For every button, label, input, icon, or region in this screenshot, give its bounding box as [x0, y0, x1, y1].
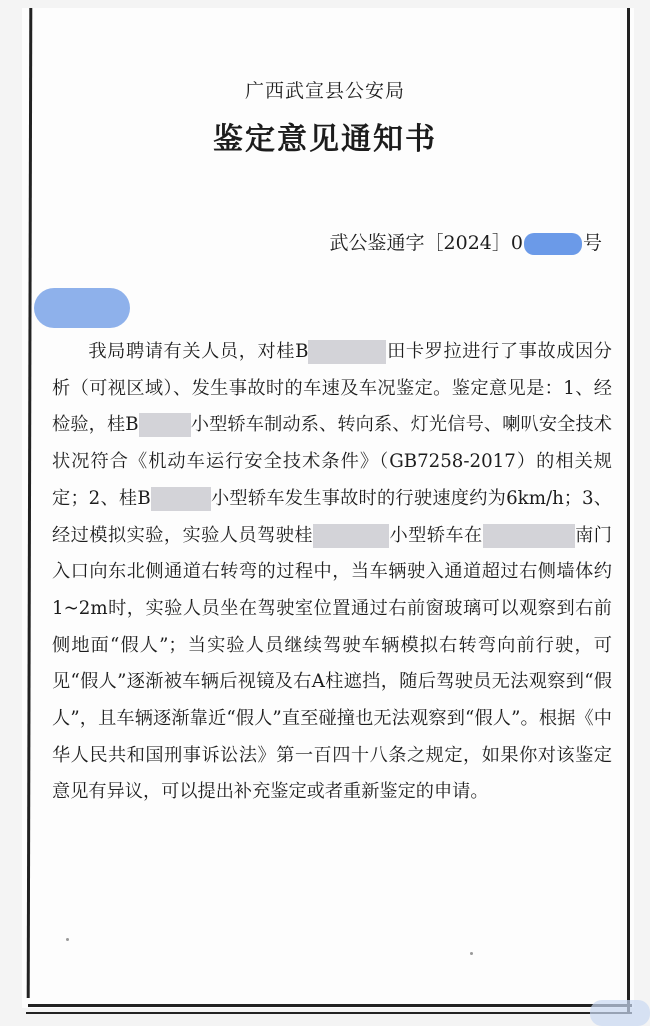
redacted-plate-mask [151, 487, 211, 511]
redacted-location-mask [505, 524, 575, 548]
issuing-agency: 广西武宣县公安局 [244, 80, 405, 102]
paper-speck [470, 952, 473, 955]
body-segment-3: 小型轿车制动系、转向系、灯光信号、喇叭安全技术状况符合《机动车运行安全技术条件》（GB7258-2017）的相关规定；2、桂B [52, 414, 612, 509]
corner-blur [590, 1000, 650, 1026]
body-segment-2: 田卡罗拉进行了事故成因分析（可视区域）、发生事故时的车速及车况鉴定。鉴定意见是：1、经检验，桂B [52, 341, 612, 436]
body-segment-1: 我局聘请有关人员，对桂B [88, 341, 309, 362]
body-segment-5: 小型轿车在 [389, 524, 483, 546]
document-title: 鉴定意见通知书 [213, 122, 437, 157]
paper-speck [66, 938, 69, 941]
page-border-bottom [28, 1004, 632, 1007]
body-segment-6: 南门入口向东北侧通道右转弯的过程中，当车辆驶入通道超过右侧墙体约1~2m时，实验人员坐在驾驶室位置通过右前窗玻璃可以观察到右前侧地面“假人”；当实验人员继续驾驶车辆模拟右转弯向前行驶，可见“假人”逐渐被车辆后视镜及右A柱遮挡，随后驾驶员无法观察到“假人”，且车辆逐渐靠近“假人”直至碰撞也无法观察到“假人”。根据《中华人民共和国刑事诉讼法》第一百四十八条之规定，如果你对该鉴定意见有异议，可以提出补充鉴定或者重新鉴定的申请。 [52, 524, 612, 803]
page-border-bottom-double [26, 1012, 632, 1014]
document-number [330, 228, 602, 255]
notice-body [52, 334, 612, 811]
document-number-prefix: 武公鉴通字［2024］0 [329, 232, 523, 254]
redacted-plate-mask [313, 524, 389, 548]
redacted-number-blur [524, 233, 582, 255]
redacted-addressee-blur [34, 288, 130, 328]
redacted-plate-mask [308, 340, 386, 364]
body-segment-4: 小型轿车发生事故时的行驶速度约为6km/h；3、经过模拟实验，实验人员驾驶桂 [52, 487, 612, 546]
page-border-right [627, 8, 630, 1013]
redacted-location-mask [483, 524, 505, 548]
notice-paragraph [52, 334, 612, 811]
document-number-suffix: 号 [582, 232, 602, 254]
redacted-plate-mask [139, 413, 191, 437]
